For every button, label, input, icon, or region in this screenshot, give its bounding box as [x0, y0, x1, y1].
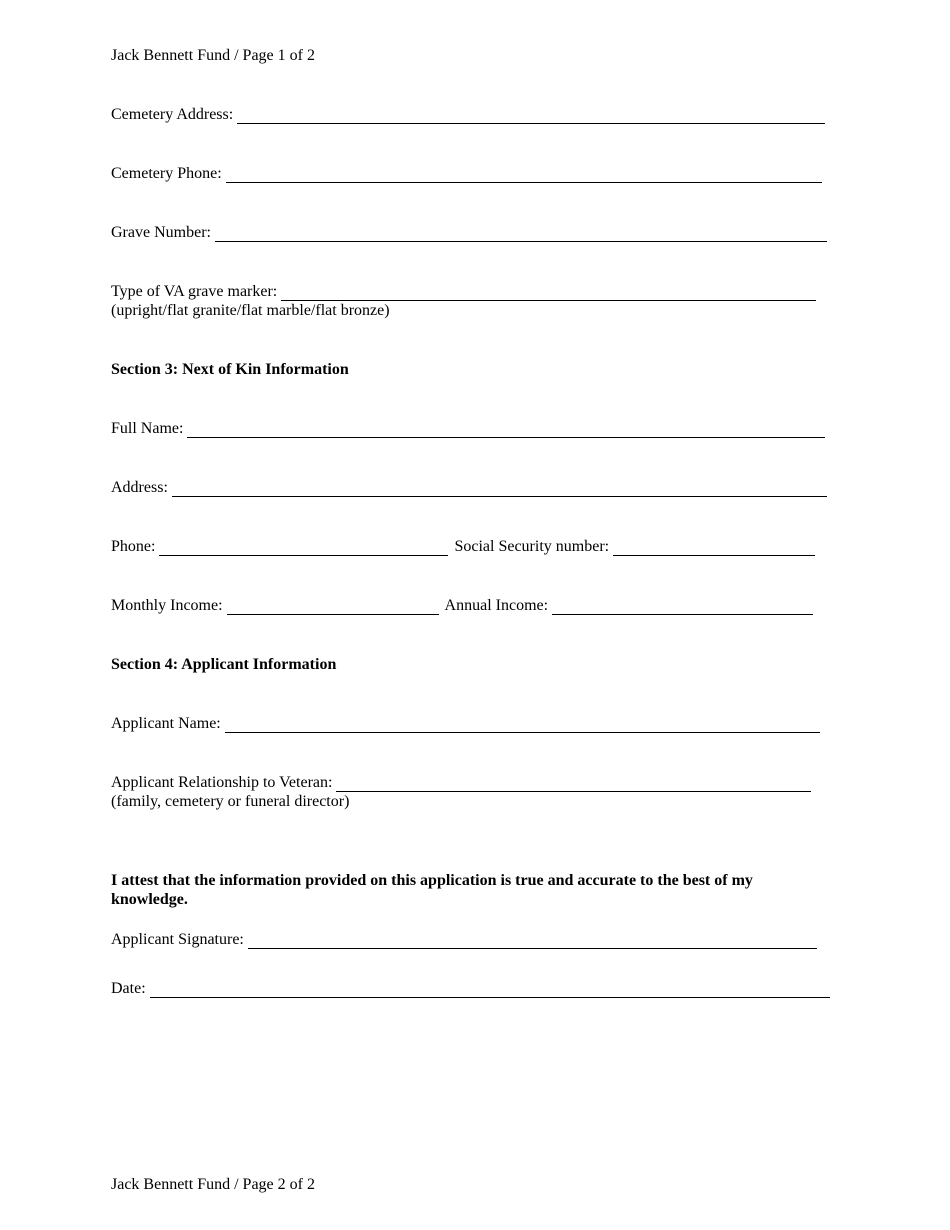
section3-heading: Section 3: Next of Kin Information	[111, 361, 349, 378]
grave-number-field[interactable]	[215, 226, 827, 242]
kin-annual-income-field[interactable]	[552, 599, 813, 615]
relationship-field[interactable]	[336, 776, 811, 792]
kin-phone-label: Phone:	[111, 538, 156, 555]
signature-field[interactable]	[248, 933, 817, 949]
attestation-statement: I attest that the information provided on this application is true and accurate to the best of my knowledge.	[111, 872, 753, 908]
kin-phone-field[interactable]	[159, 540, 448, 556]
page-footer: Jack Bennett Fund / Page 2 of 2	[111, 1176, 315, 1193]
kin-monthly-income-label: Monthly Income:	[111, 597, 223, 614]
kin-phone-ssn-row	[111, 537, 815, 556]
cemetery-address-label: Cemetery Address:	[111, 106, 234, 123]
date-label: Date:	[111, 980, 146, 997]
cemetery-address-row	[111, 105, 825, 124]
marker-type-row	[111, 282, 816, 301]
applicant-name-field[interactable]	[225, 717, 820, 733]
date-row	[111, 979, 830, 998]
kin-full-name-field[interactable]	[187, 422, 825, 438]
signature-label: Applicant Signature:	[111, 931, 244, 948]
marker-type-field[interactable]	[281, 285, 816, 301]
marker-type-hint: (upright/flat granite/flat marble/flat bronze)	[111, 302, 390, 319]
applicant-name-label: Applicant Name:	[111, 715, 221, 732]
relationship-row	[111, 773, 811, 792]
relationship-label: Applicant Relationship to Veteran:	[111, 774, 333, 791]
kin-income-row	[111, 596, 813, 615]
kin-address-field[interactable]	[172, 481, 827, 497]
kin-ssn-field[interactable]	[613, 540, 815, 556]
relationship-hint: (family, cemetery or funeral director)	[111, 793, 350, 810]
section4-heading: Section 4: Applicant Information	[111, 656, 337, 673]
date-field[interactable]	[150, 982, 830, 998]
kin-full-name-row	[111, 419, 825, 438]
kin-address-row	[111, 478, 827, 497]
kin-address-label: Address:	[111, 479, 168, 496]
kin-ssn-label: Social Security number:	[454, 538, 610, 555]
grave-number-label: Grave Number:	[111, 224, 211, 241]
kin-full-name-label: Full Name:	[111, 420, 184, 437]
marker-type-label: Type of VA grave marker:	[111, 283, 278, 300]
grave-number-row	[111, 223, 827, 242]
applicant-name-row	[111, 714, 820, 733]
cemetery-phone-row	[111, 164, 822, 183]
cemetery-phone-field[interactable]	[226, 167, 822, 183]
page-header: Jack Bennett Fund / Page 1 of 2	[111, 47, 315, 64]
cemetery-address-field[interactable]	[237, 108, 825, 124]
cemetery-phone-label: Cemetery Phone:	[111, 165, 222, 182]
kin-monthly-income-field[interactable]	[227, 599, 439, 615]
kin-annual-income-label: Annual Income:	[444, 597, 549, 614]
signature-row	[111, 930, 817, 949]
